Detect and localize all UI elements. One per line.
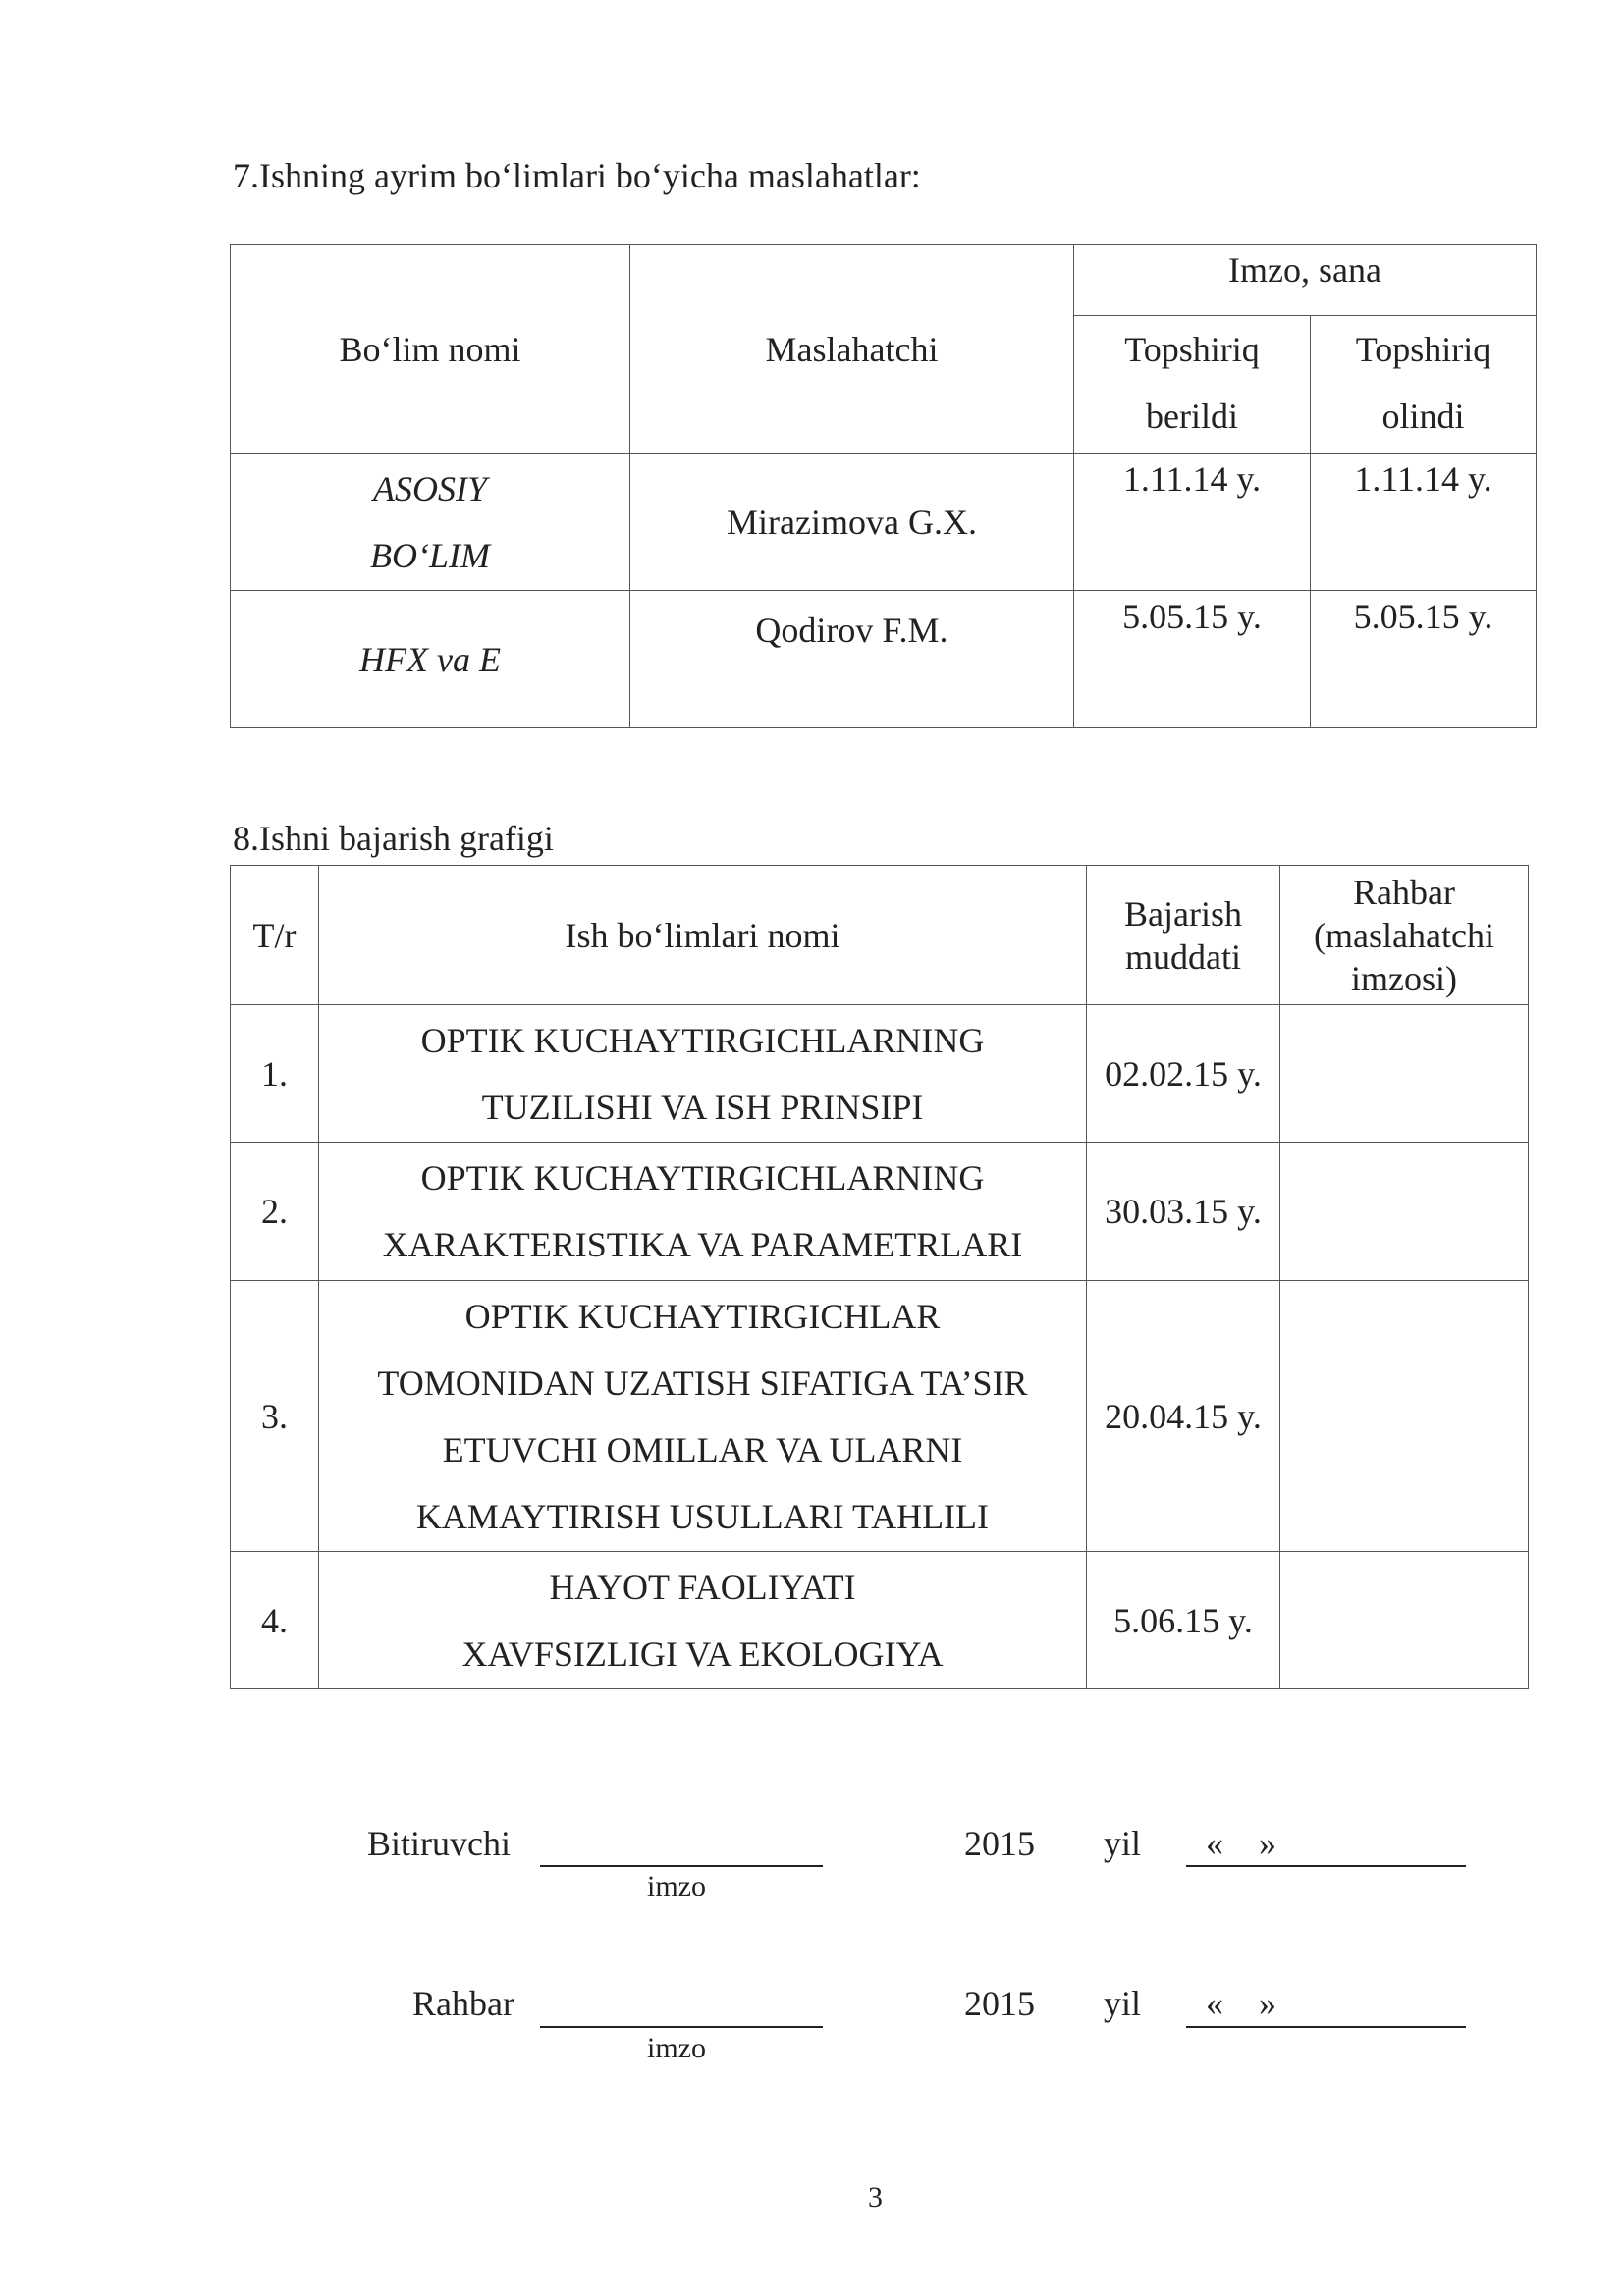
deadline-cell: 02.02.15 y. bbox=[1087, 1005, 1280, 1143]
page-number: 3 bbox=[868, 2181, 883, 2214]
received-date-cell: 1.11.14 y. bbox=[1311, 454, 1537, 591]
deadline-cell: 5.06.15 y. bbox=[1087, 1552, 1280, 1689]
row-num: 2. bbox=[231, 1143, 319, 1281]
work-name-cell: OPTIK KUCHAYTIRGICHLARNING TUZILISHI VA ISH PRINSIPI bbox=[319, 1005, 1087, 1143]
supervisor-label: Rahbar bbox=[412, 1984, 514, 2023]
signature-cell bbox=[1280, 1281, 1529, 1552]
header-deadline: Bajarish muddati bbox=[1087, 866, 1280, 1005]
deadline-cell: 20.04.15 y. bbox=[1087, 1281, 1280, 1552]
table-row bbox=[231, 1281, 1529, 1552]
work-name-cell: OPTIK KUCHAYTIRGICHLARNING XARAKTERISTIKA VA PARAMETRLARI bbox=[319, 1143, 1087, 1281]
graduate-date-quotes: « » bbox=[1206, 1824, 1276, 1863]
section8-title: 8.Ishni bajarish grafigi bbox=[233, 819, 554, 858]
graduate-yil: yil bbox=[1104, 1824, 1142, 1863]
supervisor-signature-caption: imzo bbox=[647, 2032, 706, 2064]
table-row bbox=[231, 591, 1537, 728]
consultant-cell: Mirazimova G.X. bbox=[630, 454, 1074, 591]
signature-cell bbox=[1280, 1005, 1529, 1143]
header-consultant: Maslahatchi bbox=[630, 245, 1074, 454]
header-supervisor-signature: Rahbar (maslahatchi imzosi) bbox=[1280, 866, 1529, 1005]
graduate-signature-caption: imzo bbox=[647, 1870, 706, 1902]
header-signature-date: Imzo, sana bbox=[1074, 245, 1537, 316]
work-name-cell: HAYOT FAOLIYATI XAVFSIZLIGI VA EKOLOGIYA bbox=[319, 1552, 1087, 1689]
consultant-cell: Qodirov F.M. bbox=[630, 591, 1074, 728]
header-num: T/r bbox=[231, 866, 319, 1005]
header-task-received: Topshiriq olindi bbox=[1311, 316, 1537, 454]
work-name-cell: OPTIK KUCHAYTIRGICHLAR TOMONIDAN UZATISH SIFATIGA TA’SIR ETUVCHI OMILLAR VA ULARNI KAMAYTIRISH USULLARI TAHLILI bbox=[319, 1281, 1087, 1552]
supervisor-date-quotes: « » bbox=[1206, 1984, 1276, 2023]
schedule-table bbox=[230, 865, 1529, 1689]
signature-cell bbox=[1280, 1143, 1529, 1281]
graduate-date-line[interactable] bbox=[1186, 1865, 1466, 1867]
supervisor-date-line[interactable] bbox=[1186, 2026, 1466, 2028]
consultations-table bbox=[230, 244, 1537, 728]
given-date-cell: 5.05.15 y. bbox=[1074, 591, 1311, 728]
table-row bbox=[231, 1552, 1529, 1689]
table-row bbox=[231, 454, 1537, 591]
row-num: 4. bbox=[231, 1552, 319, 1689]
graduate-signature-line[interactable] bbox=[540, 1865, 823, 1867]
table-row bbox=[231, 1143, 1529, 1281]
section-name-cell: HFX va E bbox=[231, 591, 630, 728]
received-date-cell: 5.05.15 y. bbox=[1311, 591, 1537, 728]
supervisor-signature-line[interactable] bbox=[540, 2026, 823, 2028]
header-task-given: Topshiriq berildi bbox=[1074, 316, 1311, 454]
header-section-name: Bo‘lim nomi bbox=[231, 245, 630, 454]
graduate-year: 2015 bbox=[964, 1824, 1035, 1863]
section-name-cell: ASOSIY BO‘LIM bbox=[231, 454, 630, 591]
supervisor-yil: yil bbox=[1104, 1984, 1142, 2023]
row-num: 3. bbox=[231, 1281, 319, 1552]
row-num: 1. bbox=[231, 1005, 319, 1143]
deadline-cell: 30.03.15 y. bbox=[1087, 1143, 1280, 1281]
graduate-label: Bitiruvchi bbox=[367, 1824, 511, 1863]
supervisor-year: 2015 bbox=[964, 1984, 1035, 2023]
given-date-cell: 1.11.14 y. bbox=[1074, 454, 1311, 591]
header-work-name: Ish bo‘limlari nomi bbox=[319, 866, 1087, 1005]
table-row bbox=[231, 1005, 1529, 1143]
signature-cell bbox=[1280, 1552, 1529, 1689]
section7-title: 7.Ishning ayrim bo‘limlari bo‘yicha maslahatlar: bbox=[233, 156, 921, 195]
